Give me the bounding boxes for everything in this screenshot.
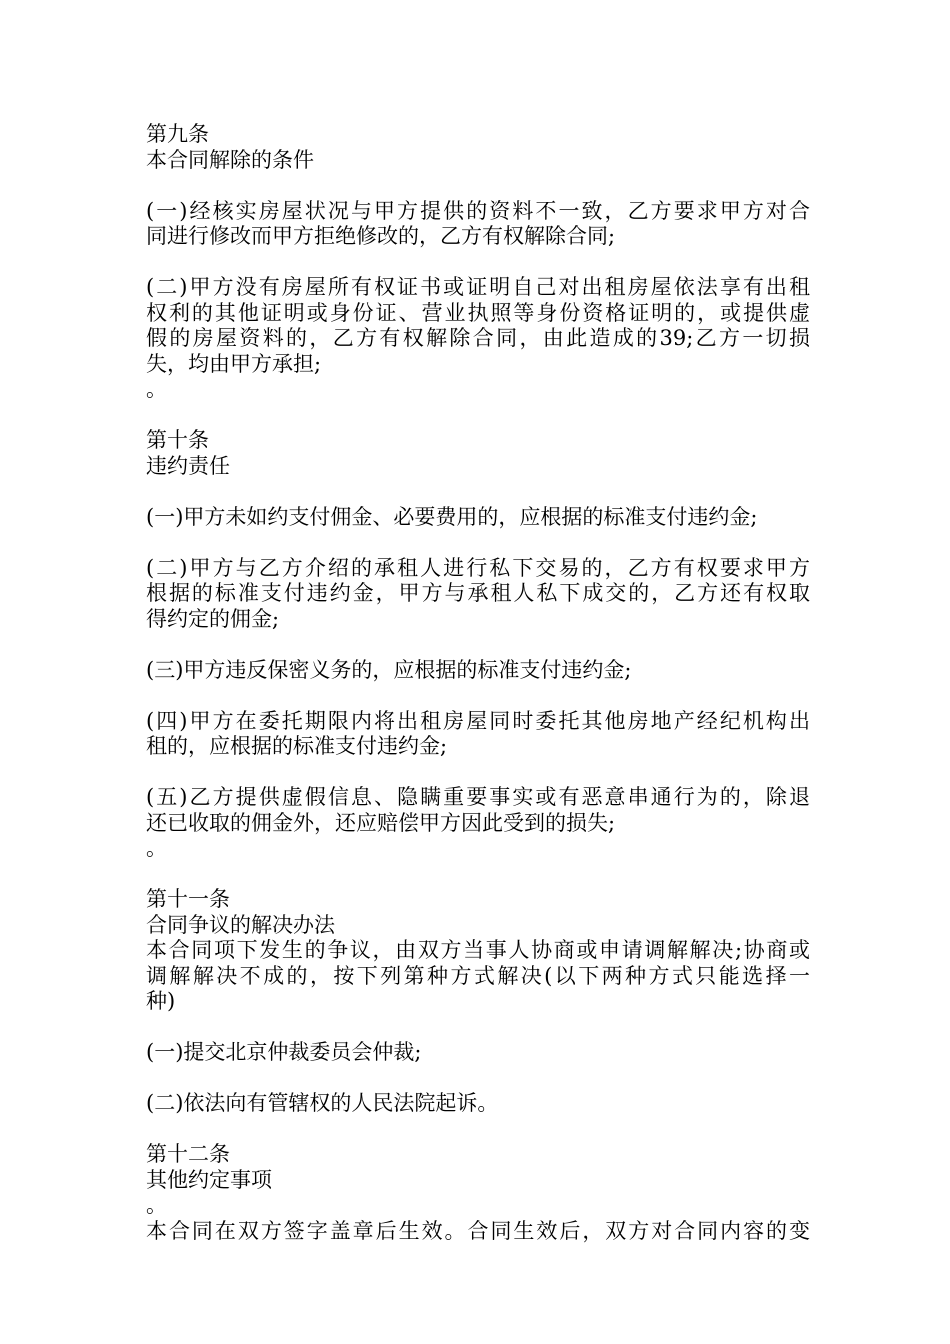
text-line: (二)依法向有管辖权的人民法院起诉。	[146, 1091, 499, 1115]
paragraph-gap	[146, 760, 810, 786]
text-line: 权利的其他证明或身份证、营业执照等身份资格证明的，或提供虚	[146, 300, 810, 325]
text-line: 第九条	[146, 122, 209, 146]
text-line: 。	[146, 377, 167, 401]
text-line: 本合同解除的条件	[146, 147, 314, 172]
text-line: 本合同在双方签字盖章后生效。合同生效后，双方对合同内容的变	[146, 1218, 810, 1243]
text-line: 得约定的佣金;	[146, 606, 280, 631]
paragraph-gap	[146, 530, 810, 556]
text-line: (一)经核实房屋状况与甲方提供的资料不一致，乙方要求甲方对合	[146, 198, 810, 223]
text-line: (一)甲方未如约支付佣金、必要费用的，应根据的标准支付违约金;	[146, 504, 758, 529]
paragraph-gap	[146, 403, 810, 429]
text-line: (四)甲方在委托期限内将出租房屋同时委托其他房地产经纪机构出	[146, 708, 810, 733]
text-line: 其他约定事项	[146, 1167, 272, 1192]
text-line: (二)甲方没有房屋所有权证书或证明自己对出租房屋依法享有出租	[146, 275, 810, 299]
text-line: 违约责任	[146, 453, 230, 478]
text-line: 租的，应根据的标准支付违约金;	[146, 734, 448, 758]
text-line: 第十一条	[146, 887, 230, 911]
paragraph-gap	[146, 250, 810, 276]
text-line: 同进行修改而甲方拒绝修改的，乙方有权解除合同;	[146, 224, 616, 248]
text-line: 根据的标准支付违约金，甲方与承租人私下成交的，乙方还有权取	[146, 581, 810, 605]
text-line: 第十二条	[146, 1142, 230, 1166]
paragraph-gap	[146, 173, 810, 199]
paragraph-gap	[146, 1015, 810, 1041]
paragraph-gap	[146, 862, 810, 888]
text-line: 合同争议的解决办法	[146, 912, 335, 937]
text-line: 第十条	[146, 428, 209, 452]
document-page	[146, 122, 810, 1244]
paragraph-gap	[146, 1066, 810, 1092]
text-line: 种)	[146, 989, 176, 1013]
text-line: 假的房屋资料的，乙方有权解除合同，由此造成的39;乙方一切损	[146, 326, 810, 350]
text-line: 还已收取的佣金外，还应赔偿甲方因此受到的损失;	[146, 810, 616, 835]
text-line: (五)乙方提供虚假信息、隐瞒重要事实或有恶意串通行为的，除退	[146, 785, 810, 809]
text-line: 失，均由甲方承担;	[146, 351, 322, 376]
paragraph-gap	[146, 683, 810, 709]
text-line: (三)甲方违反保密义务的，应根据的标准支付违约金;	[146, 657, 632, 682]
text-line: (一)提交北京仲裁委员会仲裁;	[146, 1040, 422, 1064]
text-line: 本合同项下发生的争议，由双方当事人协商或申请调解解决;协商或	[146, 938, 810, 962]
text-line: 调解解决不成的，按下列第种方式解决(以下两种方式只能选择一	[146, 963, 810, 988]
text-line: (二)甲方与乙方介绍的承租人进行私下交易的，乙方有权要求甲方	[146, 555, 810, 580]
text-line: 。	[146, 836, 167, 860]
paragraph-gap	[146, 1117, 810, 1143]
paragraph-gap	[146, 632, 810, 658]
text-line: 。	[146, 1193, 167, 1217]
paragraph-gap	[146, 479, 810, 505]
